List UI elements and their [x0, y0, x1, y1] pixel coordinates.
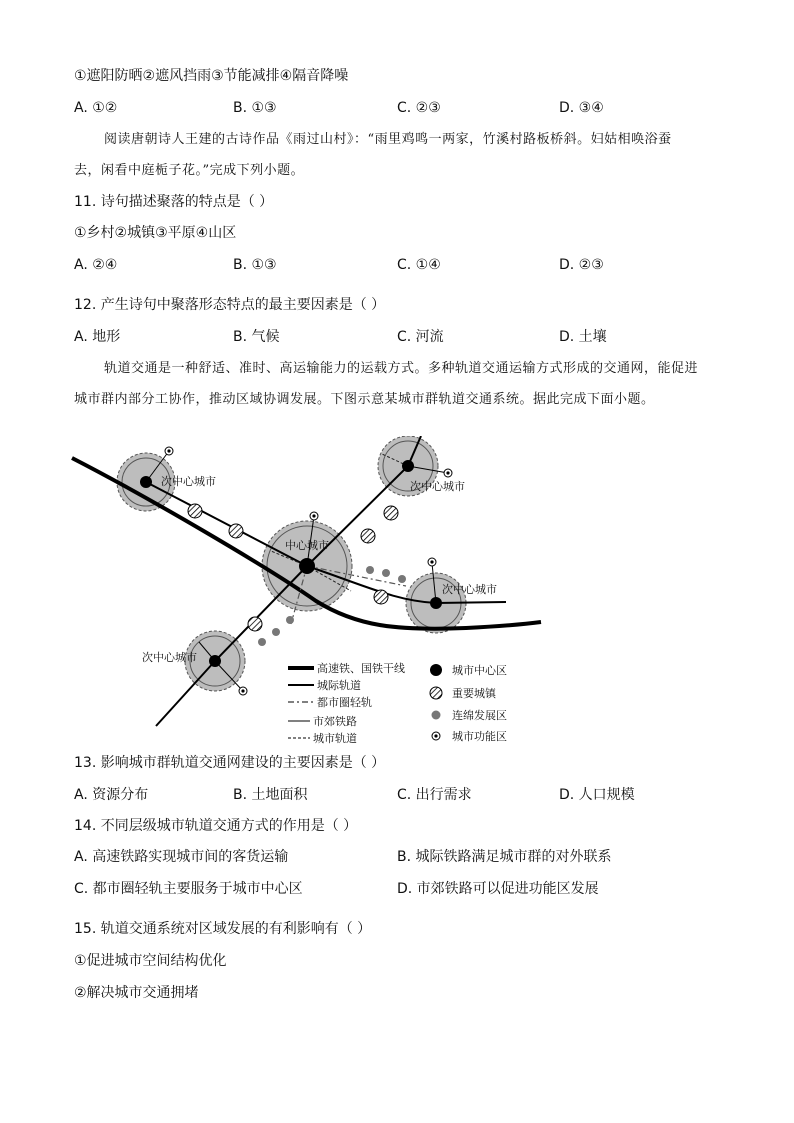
label-sub-city-top-right: 次中心城市	[410, 480, 465, 493]
city-center-icon	[140, 476, 152, 488]
q15-item-2: ②解决城市交通拥堵	[74, 985, 199, 1001]
q12-option-a: A. 地形	[74, 329, 121, 345]
contiguous-dot	[258, 638, 266, 646]
function-icon-dot	[167, 449, 170, 452]
legend-contiguous: 连绵发展区	[452, 709, 507, 722]
city-center-icon	[209, 655, 221, 667]
town-icon	[188, 504, 202, 518]
q11-option-c: C. ①④	[397, 257, 441, 273]
q14-option-c: C. 都市圈轻轨主要服务于城市中心区	[74, 881, 303, 897]
q15-stem: 15. 轨道交通系统对区域发展的有利影响有（ ）	[74, 921, 372, 937]
contiguous-dot	[286, 616, 294, 624]
legend-town-icon	[430, 687, 442, 699]
legend-important-town: 重要城镇	[452, 687, 496, 700]
q10-option-d: D. ③④	[559, 100, 604, 116]
town-icon	[374, 590, 388, 604]
legend-suburban: 市郊铁路	[313, 715, 357, 728]
q10-option-c: C. ②③	[397, 100, 441, 116]
function-icon-dot	[312, 514, 315, 517]
q11-option-d: D. ②③	[559, 257, 604, 273]
city-center-icon	[402, 460, 414, 472]
legend-function-icon-dot	[434, 734, 437, 737]
q14-stem: 14. 不同层级城市轨道交通方式的作用是（ ）	[74, 818, 358, 834]
q14-option-d: D. 市郊铁路可以促进功能区发展	[397, 881, 599, 897]
contiguous-dot	[398, 575, 406, 583]
q11-items: ①乡村②城镇③平原④山区	[74, 225, 237, 241]
label-sub-city-left: 次中心城市	[161, 475, 216, 488]
label-sub-city-bottom-left: 次中心城市	[142, 651, 197, 664]
legend-city-center-icon	[430, 664, 442, 676]
q13-option-b: B. 土地面积	[233, 787, 308, 803]
q11-option-b: B. ①③	[233, 257, 277, 273]
q14-option-a: A. 高速铁路实现城市间的客货运输	[74, 849, 289, 865]
q13-option-a: A. 资源分布	[74, 787, 149, 803]
city-center-icon	[430, 597, 442, 609]
town-icon	[229, 524, 243, 538]
q15-item-1: ①促进城市空间结构优化	[74, 953, 227, 969]
legend-contiguous-icon	[432, 711, 441, 720]
function-icon-dot	[446, 471, 449, 474]
town-icon	[248, 617, 262, 631]
q12-option-d: D. 土壤	[559, 329, 607, 345]
q11-stem: 11. 诗句描述聚落的特点是（ ）	[74, 194, 274, 210]
q14-option-b: B. 城际铁路满足城市群的对外联系	[397, 849, 612, 865]
legend-city-center: 城市中心区	[452, 664, 507, 677]
passage2-line1: 轨道交通是一种舒适、准时、高运输能力的运载方式。多种轨道交通运输方式形成的交通网，能促进	[104, 361, 699, 376]
legend-urban: 城市轨道	[313, 732, 357, 745]
q10-option-a: A. ①②	[74, 100, 118, 116]
legend-functional: 城市功能区	[452, 730, 507, 743]
contiguous-dot	[366, 566, 374, 574]
city-center-icon	[299, 558, 315, 574]
q12-option-c: C. 河流	[397, 329, 444, 345]
q12-stem: 12. 产生诗句中聚落形态特点的最主要因素是（ ）	[74, 297, 386, 313]
label-sub-city-right: 次中心城市	[442, 583, 497, 596]
q11-option-a: A. ②④	[74, 257, 118, 273]
q13-option-c: C. 出行需求	[397, 787, 472, 803]
town-icon	[384, 506, 398, 520]
passage2-line2: 城市群内部分工协作，推动区域协调发展。下图示意某城市群轨道交通系统。据此完成下面小题。	[74, 392, 655, 407]
town-icon	[361, 529, 375, 543]
passage1-line1: 阅读唐朝诗人王建的古诗作品《雨过山村》：“雨里鸡鸣一两家，竹溪村路板桥斜。妇姑相唤浴蚕	[104, 132, 672, 147]
contiguous-dot	[382, 569, 390, 577]
legend-intercity: 城际轨道	[317, 679, 361, 692]
q10-option-b: B. ①③	[233, 100, 277, 116]
contiguous-dot	[272, 628, 280, 636]
legend-high-speed: 高速铁、国铁干线	[317, 662, 405, 675]
q12-option-b: B. 气候	[233, 329, 280, 345]
passage1-line2: 去，闲看中庭栀子花。”完成下列小题。	[74, 163, 305, 178]
legend-metro-light: 都市圈轻轨	[317, 696, 372, 709]
label-center-city: 中心城市	[285, 539, 329, 552]
rail-transit-diagram	[66, 436, 546, 748]
function-icon-dot	[430, 560, 433, 563]
q13-stem: 13. 影响城市群轨道交通网建设的主要因素是（ ）	[74, 755, 386, 771]
q10-items: ①遮阳防晒②遮风挡雨③节能减排④隔音降噪	[74, 68, 349, 84]
diagram-legend	[288, 661, 507, 745]
function-icon-dot	[241, 689, 244, 692]
q13-option-d: D. 人口规模	[559, 787, 635, 803]
